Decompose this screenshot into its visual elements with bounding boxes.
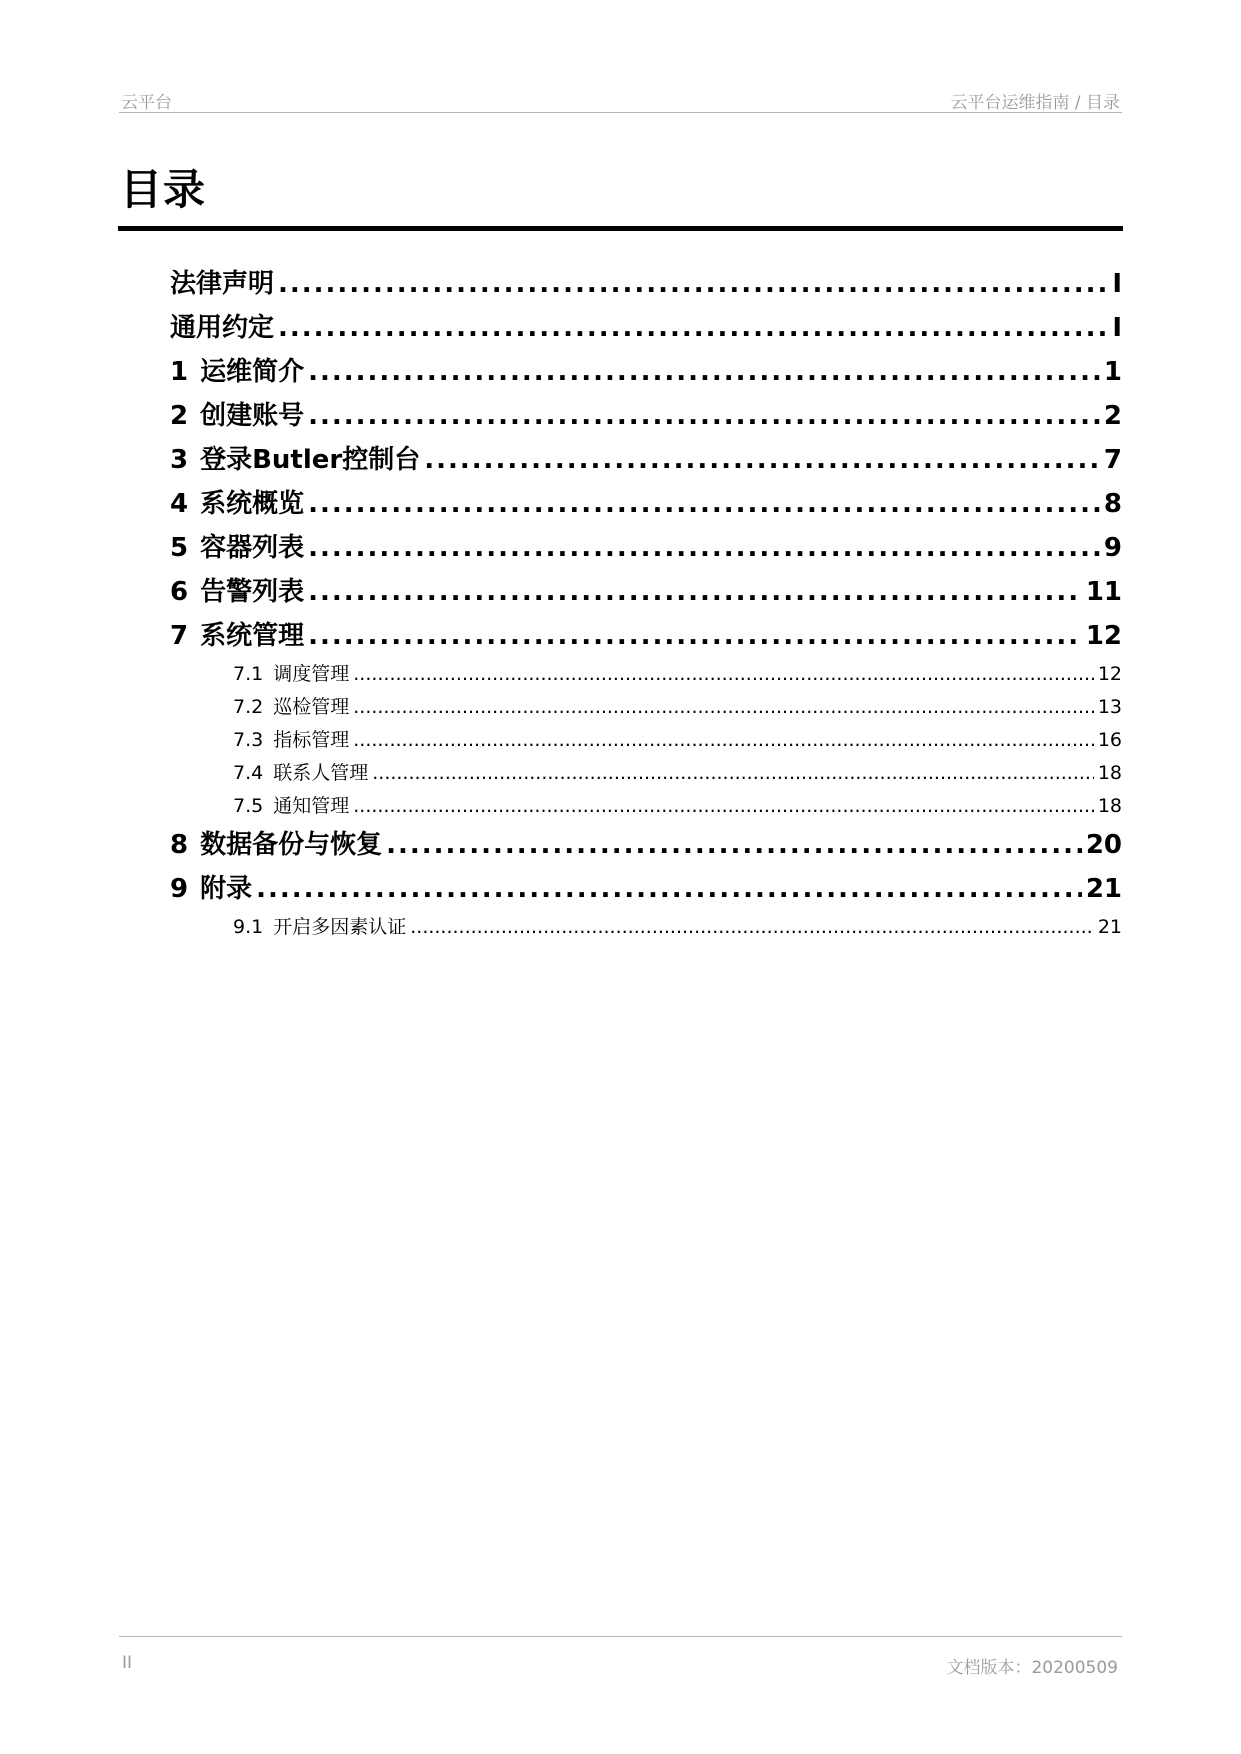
toc-entry-number: 3 (170, 445, 189, 475)
toc-entry-number: 1 (170, 357, 189, 387)
footer-document-version: 文档版本：20200509 (946, 1658, 1118, 1678)
toc-entry-label: 指标管理 (273, 729, 350, 751)
toc-dot-leader (353, 691, 1094, 724)
toc-dot-leader (308, 350, 1100, 394)
toc-entry-number: 8 (170, 830, 189, 860)
toc-entry-page: I (1112, 313, 1122, 343)
toc-dot-leader (372, 757, 1094, 790)
toc-entry[interactable] (170, 394, 1122, 438)
toc-entry-number: 7.2 (233, 696, 264, 718)
toc-entry[interactable] (233, 757, 1122, 790)
toc-entry-page: I (1112, 269, 1122, 299)
toc-dot-leader (256, 867, 1082, 911)
toc-entry[interactable] (170, 614, 1122, 658)
header-right-breadcrumb: 云平台运维指南 / 目录 (950, 93, 1120, 113)
toc-entry-page: 13 (1097, 696, 1122, 718)
toc-entry-page: 16 (1097, 729, 1122, 751)
toc-entry[interactable] (170, 482, 1122, 526)
toc-entry-page: 20 (1085, 830, 1122, 860)
toc-dot-leader (308, 614, 1082, 658)
toc-entry-label: 登录Butler控制台 (200, 445, 421, 475)
toc-dot-leader (278, 306, 1108, 350)
toc-entry-label: 巡检管理 (273, 696, 350, 718)
toc-entry-label: 附录 (200, 874, 253, 904)
toc-entry-number: 7 (170, 621, 189, 651)
toc-dot-leader (424, 438, 1100, 482)
toc-dot-leader (308, 526, 1100, 570)
toc-dot-leader (386, 823, 1082, 867)
toc-entry[interactable] (170, 570, 1122, 614)
toc-entry-number: 2 (170, 401, 189, 431)
toc-entry-number: 7.1 (233, 663, 264, 685)
toc-dot-leader (308, 482, 1100, 526)
toc-entry[interactable] (170, 823, 1122, 867)
toc-entry[interactable] (233, 790, 1122, 823)
toc-entry-label: 调度管理 (273, 663, 350, 685)
title-divider (118, 226, 1123, 231)
toc-entry-page: 12 (1097, 663, 1122, 685)
toc-entry-label: 联系人管理 (273, 762, 369, 784)
toc-entry-number: 9.1 (233, 916, 264, 938)
toc-entry-page: 1 (1103, 357, 1122, 387)
toc-dot-leader (353, 724, 1094, 757)
page-header (119, 86, 1122, 113)
toc-entry-number: 7.5 (233, 795, 264, 817)
toc-entry-page: 11 (1085, 577, 1122, 607)
toc-entry-number: 9 (170, 874, 189, 904)
toc-entry-page: 21 (1085, 874, 1122, 904)
toc-entry-label: 容器列表 (200, 533, 305, 563)
toc-dot-leader (410, 911, 1094, 944)
toc-entry-label: 法律声明 (170, 269, 275, 299)
page-title: 目录 (120, 165, 207, 214)
toc-dot-leader (308, 394, 1100, 438)
toc-entry[interactable] (233, 658, 1122, 691)
toc-entry[interactable] (170, 306, 1122, 350)
toc-entry-page: 7 (1103, 445, 1122, 475)
toc-dot-leader (353, 790, 1094, 823)
toc-entry[interactable] (170, 438, 1122, 482)
toc-entry-number: 7.3 (233, 729, 264, 751)
toc-entry-label: 系统概览 (200, 489, 305, 519)
toc-entry-label: 数据备份与恢复 (200, 830, 383, 860)
toc-entry-label: 系统管理 (200, 621, 305, 651)
footer-page-number: II (122, 1653, 133, 1673)
table-of-contents (170, 262, 1122, 944)
toc-entry[interactable] (233, 691, 1122, 724)
toc-entry[interactable] (170, 867, 1122, 911)
toc-entry-page: 12 (1085, 621, 1122, 651)
toc-entry-page: 18 (1097, 795, 1122, 817)
page-footer (119, 1636, 1122, 1677)
toc-entry-label: 告警列表 (200, 577, 305, 607)
toc-entry[interactable] (233, 724, 1122, 757)
header-left-text: 云平台 (121, 93, 172, 113)
toc-entry-page: 8 (1103, 489, 1122, 519)
toc-entry-number: 6 (170, 577, 189, 607)
toc-entry-label: 通知管理 (273, 795, 350, 817)
toc-entry-label: 通用约定 (170, 313, 275, 343)
toc-entry[interactable] (233, 911, 1122, 944)
toc-entry-label: 开启多因素认证 (273, 916, 407, 938)
toc-entry-page: 2 (1103, 401, 1122, 431)
toc-dot-leader (353, 658, 1094, 691)
toc-entry-page: 21 (1097, 916, 1122, 938)
toc-entry-page: 18 (1097, 762, 1122, 784)
toc-entry[interactable] (170, 526, 1122, 570)
toc-entry-page: 9 (1103, 533, 1122, 563)
toc-entry-number: 5 (170, 533, 189, 563)
toc-entry-number: 4 (170, 489, 189, 519)
toc-dot-leader (308, 570, 1082, 614)
toc-dot-leader (278, 262, 1108, 306)
toc-entry[interactable] (170, 350, 1122, 394)
toc-entry-label: 运维简介 (200, 357, 305, 387)
toc-entry-number: 7.4 (233, 762, 264, 784)
toc-entry-label: 创建账号 (200, 401, 305, 431)
toc-entry[interactable] (170, 262, 1122, 306)
